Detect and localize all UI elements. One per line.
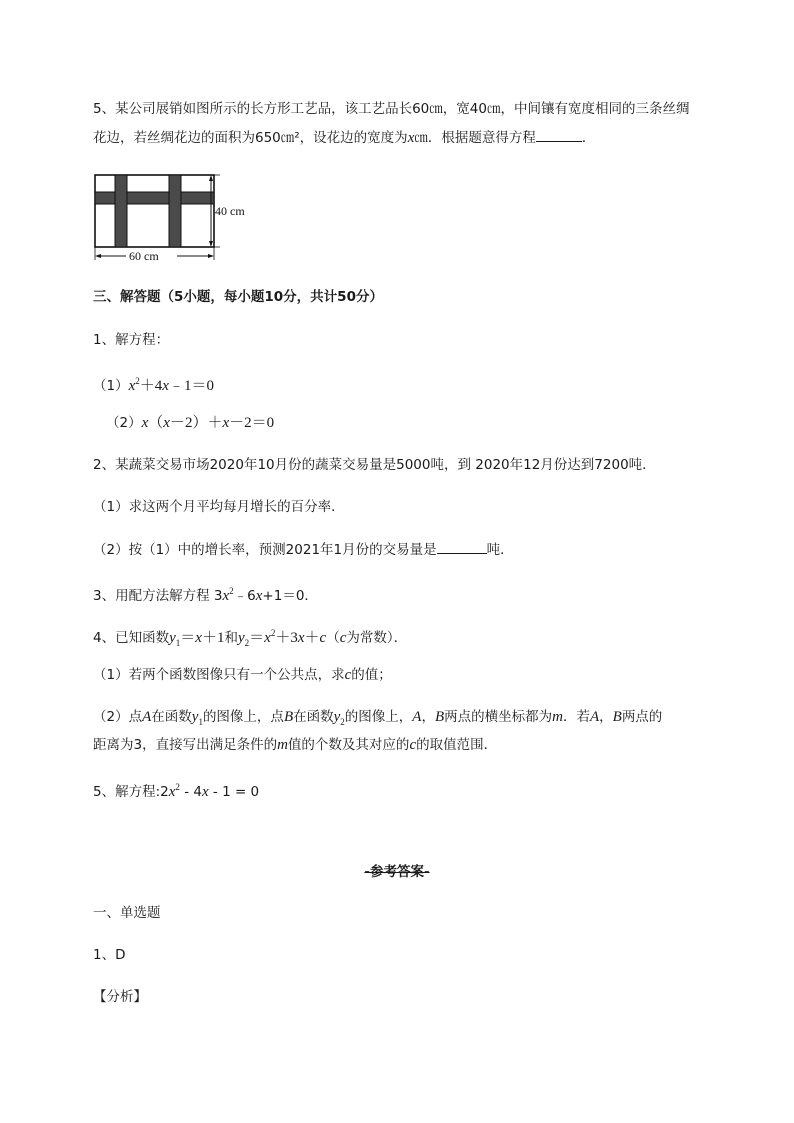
q4-part2-text-j: 值的个数及其对应的 xyxy=(287,737,410,753)
q3-text-c: +1＝0． xyxy=(262,588,318,604)
analysis-label: 【分析】 xyxy=(93,989,147,1005)
q4-part2-y1: $y_1$ xyxy=(191,709,203,727)
q4-point-a: A xyxy=(142,709,152,725)
vertical-ribbon-left xyxy=(115,175,127,247)
height-label: 40 cm xyxy=(215,204,245,218)
q4-part1 xyxy=(93,665,392,685)
q4-var-c: c xyxy=(339,630,347,646)
q5-answer-blank[interactable] xyxy=(536,127,582,142)
q4-func-y2: $y_2=x^2+3x+c$ xyxy=(237,628,327,648)
q4-var-m: m xyxy=(552,709,563,725)
q5-text-1: 某公司展销如图所示的长方形工艺品，该工艺品长60㎝，宽40㎝，中间镶有宽度相同的三条丝绸 xyxy=(115,101,690,117)
answers-section1: 一、单选题 xyxy=(93,905,161,921)
q4-part1-var-c: c xyxy=(344,667,352,683)
q4-points-ab-2: A xyxy=(589,709,600,725)
q4-part2-text-g: ．若 xyxy=(562,709,590,725)
q2-part1: （1）求这两个月平均每月增长的百分率． xyxy=(93,499,345,515)
q3-line xyxy=(93,581,318,606)
answers-title xyxy=(0,860,794,880)
q4-part2-text-c: 的图像上，点 xyxy=(202,709,284,725)
q4-text-paren: （ xyxy=(326,630,340,646)
q4-points-ab: A xyxy=(412,709,422,725)
q1-part1-prefix: （1） xyxy=(93,378,129,394)
q5-text-2b: ㎝．根据题意得方程 xyxy=(414,130,536,146)
q4-func-y1: $y_1=x+1$ xyxy=(169,630,225,648)
horizontal-ribbon xyxy=(95,192,214,204)
q1-part2 xyxy=(106,413,274,433)
q5-solve-line xyxy=(93,777,259,802)
q4-part1-text: （1）若两个函数图像只有一个公共点，求 xyxy=(93,667,345,683)
q1-part1 xyxy=(93,371,214,396)
q2-part2-unit: 吨． xyxy=(486,542,514,558)
q1-equation-2: x（x－2）＋x－2＝0 xyxy=(141,415,275,431)
q4-text-a: 4、已知函数 xyxy=(93,630,170,646)
width-label: 60 cm xyxy=(129,249,159,262)
q4-point-b: B xyxy=(283,709,294,725)
q4-part2-text-a: （2）点 xyxy=(93,709,143,725)
outer-rectangle xyxy=(95,175,214,247)
q5-solve-text-c: - 1 = 0 xyxy=(208,784,260,800)
q4-var-c-2: c xyxy=(409,737,417,753)
q5-line1 xyxy=(93,99,689,119)
section3-title: 三、解答题（5小题，每小题10分，共计50分） xyxy=(93,289,383,305)
q4-part2-y2: $y_2$ xyxy=(333,709,345,727)
q5-solve-x2: $x^2$ xyxy=(168,782,180,800)
q4-line1 xyxy=(93,623,407,653)
q4-part2-text-d: 在函数 xyxy=(293,709,334,725)
q4-part1-end: 的值； xyxy=(351,667,392,683)
answer-1: 1、D xyxy=(93,947,126,963)
q5-solve-text-b: - 4 xyxy=(179,784,202,800)
q4-part2-text-b: 在函数 xyxy=(151,709,192,725)
q1-part2-prefix: （2） xyxy=(106,415,142,431)
q4-part2-text-i: 距离为3，直接写出满足条件的 xyxy=(93,737,278,753)
q4-text-const: 为常数）． xyxy=(346,630,408,646)
q2-answer-blank[interactable] xyxy=(437,539,487,554)
q2-part2-text: （2）按（1）中的增长率，预测2021年1月份的交易量是 xyxy=(93,542,437,558)
q4-part2-text-h: 两点的 xyxy=(621,709,663,725)
q3-text-a: 3、用配方法解方程 3 xyxy=(93,588,223,604)
answers-title-text: -参考答案- xyxy=(364,864,430,880)
q5-solve-text-a: 5、解方程:2 xyxy=(93,784,169,800)
q4-part2-text-k: 的取值范围． xyxy=(416,737,498,753)
q3-var-x: x xyxy=(255,588,263,604)
q4-points-ab-b: B xyxy=(434,709,445,725)
vertical-ribbon-right xyxy=(169,175,181,247)
rectangle-figure xyxy=(92,170,262,262)
q2-part2 xyxy=(93,539,514,560)
q5-line2 xyxy=(93,127,595,148)
q4-text-and: 和 xyxy=(224,630,238,646)
q5-text-2a: 花边，若丝绸花边的面积为650㎝²，设花边的宽度为 xyxy=(93,130,408,146)
q4-var-m-2: m xyxy=(277,737,288,753)
q5-var-x: x xyxy=(407,130,415,146)
q5-solve-x: x xyxy=(201,784,209,800)
q5-text-end: ． xyxy=(581,130,596,146)
q4-points-ab-2b: B xyxy=(612,709,622,725)
q1-title: 1、解方程： xyxy=(93,332,170,348)
q1-equation-1: $x^2+4x﹣1=0$ xyxy=(128,376,214,394)
q3-var-x2: $x^2$ xyxy=(222,586,234,604)
q4-part2-line1: （2）点A在函数$y_1$的图像上，点B在函数$y_2$的图像上，A，B两点的横坐标都为m．若A，B两点的 xyxy=(93,709,663,727)
q2-line1: 2、某蔬菜交易市场2020年10月份的蔬菜交易量是5000吨，到 2020年12月份达到7200吨． xyxy=(93,457,656,473)
q3-text-b: ﹣6 xyxy=(233,588,256,604)
q5-number: 5、 xyxy=(93,101,116,117)
q4-part2-text-f: 两点的横坐标都为 xyxy=(444,709,553,725)
q4-part2-line2 xyxy=(93,735,497,755)
q4-part2-text-e: 的图像上， xyxy=(344,709,413,725)
